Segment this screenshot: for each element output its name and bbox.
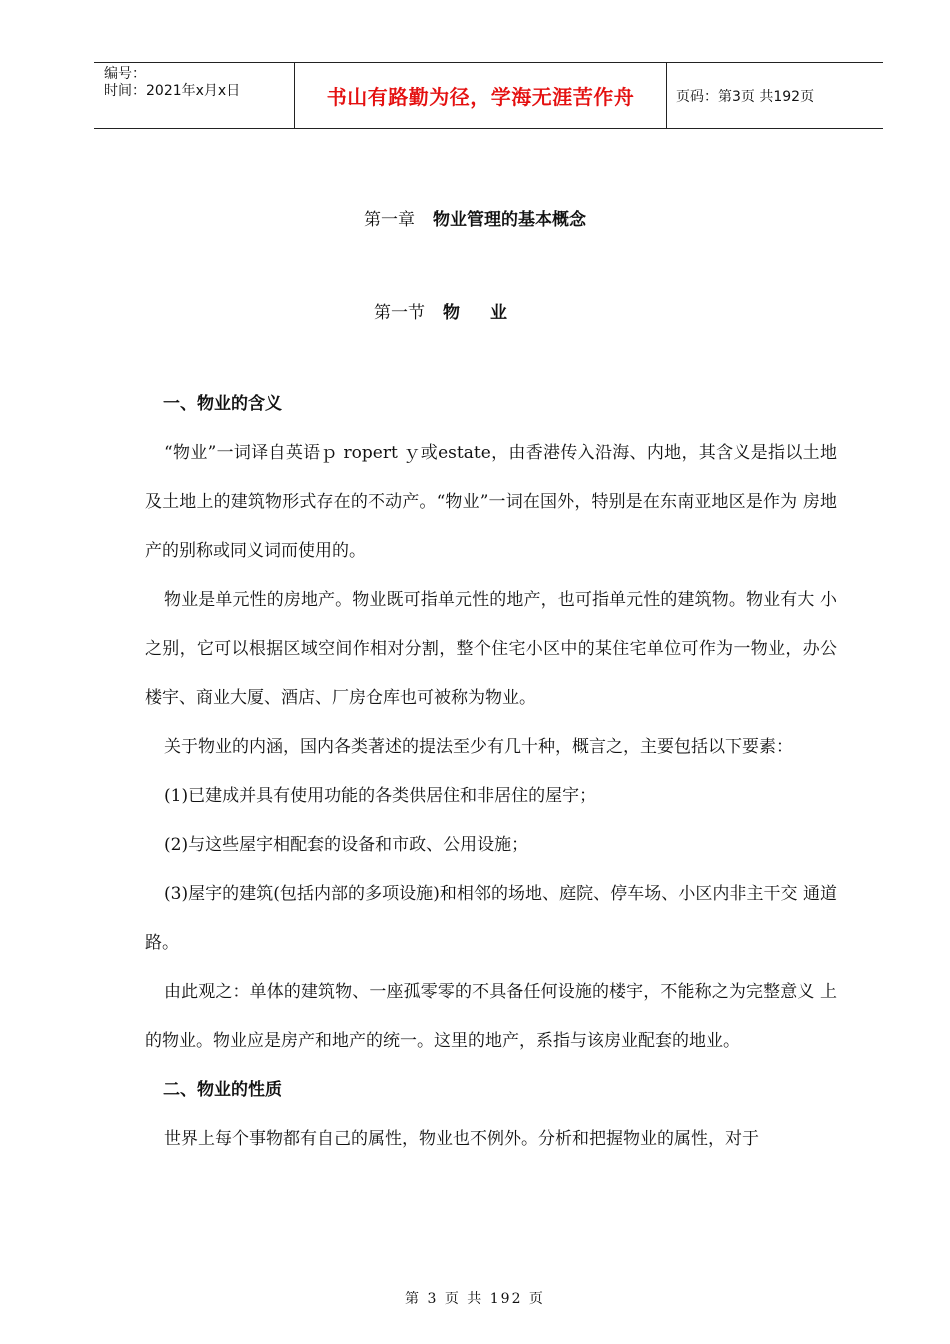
chapter-label: 第一章	[364, 210, 415, 230]
list-item: (3)屋宇的建筑(包括内部的多项设施)和相邻的场地、庭院、停车场、小区内非主干交 通道路。	[145, 884, 837, 953]
list-item: (2)与这些屋宇相配套的设备和市政、公用设施；	[164, 835, 529, 855]
paragraph: “物业”一词译自英语ｐ ropert ｙ或estate，由香港传入沿海、内地，其含义是指以土地及土地上的建筑物形式存在的不动产。“物业”一词在国外，特别是在东南亚地区是作为 房地产的别称或同义词而使用的。	[145, 443, 837, 561]
chapter-title	[0, 205, 950, 230]
section-name: 物业	[443, 303, 537, 323]
list-item: (1)已建成并具有使用功能的各类供居住和非居住的屋宇；	[164, 786, 597, 806]
time-label: 时间：2021年x月x日	[104, 83, 241, 99]
paragraph: 世界上每个事物都有自己的属性，物业也不例外。分析和把握物业的属性，对于	[164, 1129, 759, 1149]
header-motto: 书山有路勤为径，学海无涯苦作舟	[295, 63, 667, 128]
number-label: 编号：	[104, 66, 146, 82]
header-meta	[94, 63, 295, 128]
paragraph: 由此观之：单体的建筑物、一座孤零零的不具备任何设施的楼宇，不能称之为完整意义 上的物业。物业应是房产和地产的统一。这里的地产，系指与该房业配套的地业。	[145, 982, 837, 1051]
heading-meaning: 一、物业的含义	[163, 394, 282, 414]
section-title	[374, 298, 537, 323]
page-header	[94, 62, 883, 129]
paragraph: 关于物业的内涵，国内各类著述的提法至少有几十种，概言之，主要包括以下要素：	[164, 737, 793, 757]
chapter-name: 物业管理的基本概念	[433, 210, 586, 230]
paragraph: 物业是单元性的房地产。物业既可指单元性的地产，也可指单元性的建筑物。物业有大 小之别，它可以根据区域空间作相对分割，整个住宅小区中的某住宅单位可作为一物业，办公楼宇、商业大厦、酒店、厂房仓库也可被称为物业。	[145, 590, 837, 708]
heading-nature: 二、物业的性质	[163, 1080, 282, 1100]
header-page-info: 页码：第3页 共192页	[676, 88, 815, 105]
document-body	[145, 380, 837, 1164]
page-footer: 第 3 页 共 192 页	[405, 1291, 545, 1307]
section-label: 第一节	[374, 303, 425, 323]
